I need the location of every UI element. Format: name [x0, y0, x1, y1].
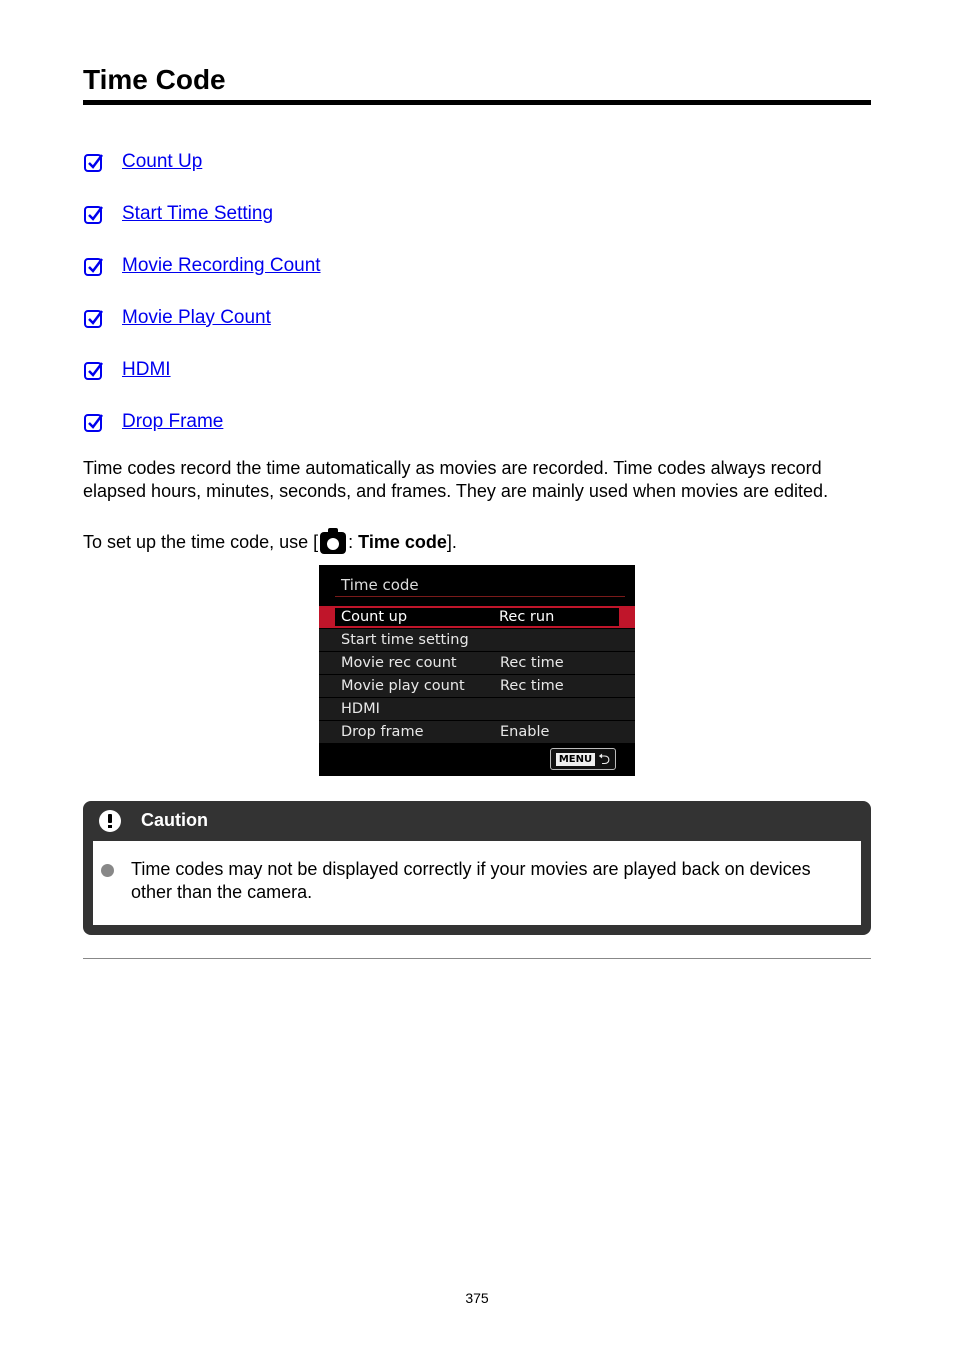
camera-icon [320, 532, 346, 554]
camera-menu-screenshot [319, 565, 635, 776]
menu-row-label: Count up [341, 609, 408, 625]
caution-box [83, 801, 871, 935]
setup-paragraph [83, 531, 873, 554]
link-item [83, 148, 683, 200]
caution-header [83, 801, 871, 841]
setup-sep: : [348, 532, 359, 552]
link-movie-recording-count[interactable]: Movie Recording Count [122, 255, 321, 276]
caution-text: Time codes may not be displayed correctly if your movies are played back on devices other than the camera. [131, 859, 811, 902]
link-start-time-setting[interactable]: Start Time Setting [122, 203, 274, 224]
menu-row-label: Start time setting [341, 632, 469, 648]
menu-row-value: Rec run [499, 609, 555, 625]
menu-row-start-time-setting [319, 629, 635, 651]
link-hdmi[interactable]: HDMI [122, 359, 171, 380]
screen-title: Time code [341, 576, 419, 594]
link-item [83, 252, 683, 304]
link-count-up[interactable]: Count Up [122, 151, 203, 172]
menu-row-movie-play-count [319, 675, 635, 697]
checkbox-icon [83, 152, 105, 174]
menu-back-button [550, 748, 616, 770]
page-number: 375 [465, 1290, 489, 1306]
link-movie-play-count[interactable]: Movie Play Count [122, 307, 271, 328]
link-item [83, 356, 683, 408]
menu-row-value: Rec time [500, 655, 564, 671]
menu-row-value: Rec time [500, 678, 564, 694]
warning-icon [99, 810, 121, 832]
link-item [83, 200, 683, 252]
menu-button-label: MENU [556, 753, 595, 766]
caution-body [93, 841, 861, 925]
menu-row-label: Drop frame [341, 724, 424, 740]
checkbox-icon [83, 308, 105, 330]
page-title: Time Code [83, 60, 871, 105]
setup-suffix: ]. [446, 532, 457, 552]
setup-prefix: To set up the time code, use [ [83, 532, 319, 552]
link-drop-frame[interactable]: Drop Frame [122, 411, 224, 432]
checkbox-icon [83, 204, 105, 226]
menu-row-movie-rec-count [319, 652, 635, 674]
screen-title-underline [335, 596, 625, 597]
section-divider [83, 958, 871, 959]
checkbox-icon [83, 256, 105, 278]
menu-row-label: Movie rec count [341, 655, 457, 671]
intro-paragraph: Time codes record the time automatically as movies are recorded. Time codes always record elapsed hours, minutes, seconds, and frames. They are mainly used when movies are edited. [83, 458, 829, 501]
menu-row-hdmi [319, 698, 635, 720]
menu-row-count-up [319, 606, 635, 628]
menu-row-drop-frame [319, 721, 635, 743]
caution-title: Caution [141, 810, 208, 830]
setup-menu-name: Time code [358, 532, 447, 552]
menu-row-label: Movie play count [341, 678, 465, 694]
bullet-icon [101, 864, 114, 877]
link-item [83, 304, 683, 356]
checkbox-icon [83, 412, 105, 434]
topic-link-list [83, 148, 683, 460]
menu-row-value: Enable [500, 724, 550, 740]
link-item [83, 408, 683, 460]
checkbox-icon [83, 360, 105, 382]
return-arrow-icon: ⮌ [598, 749, 611, 768]
menu-row-label: HDMI [341, 701, 380, 717]
